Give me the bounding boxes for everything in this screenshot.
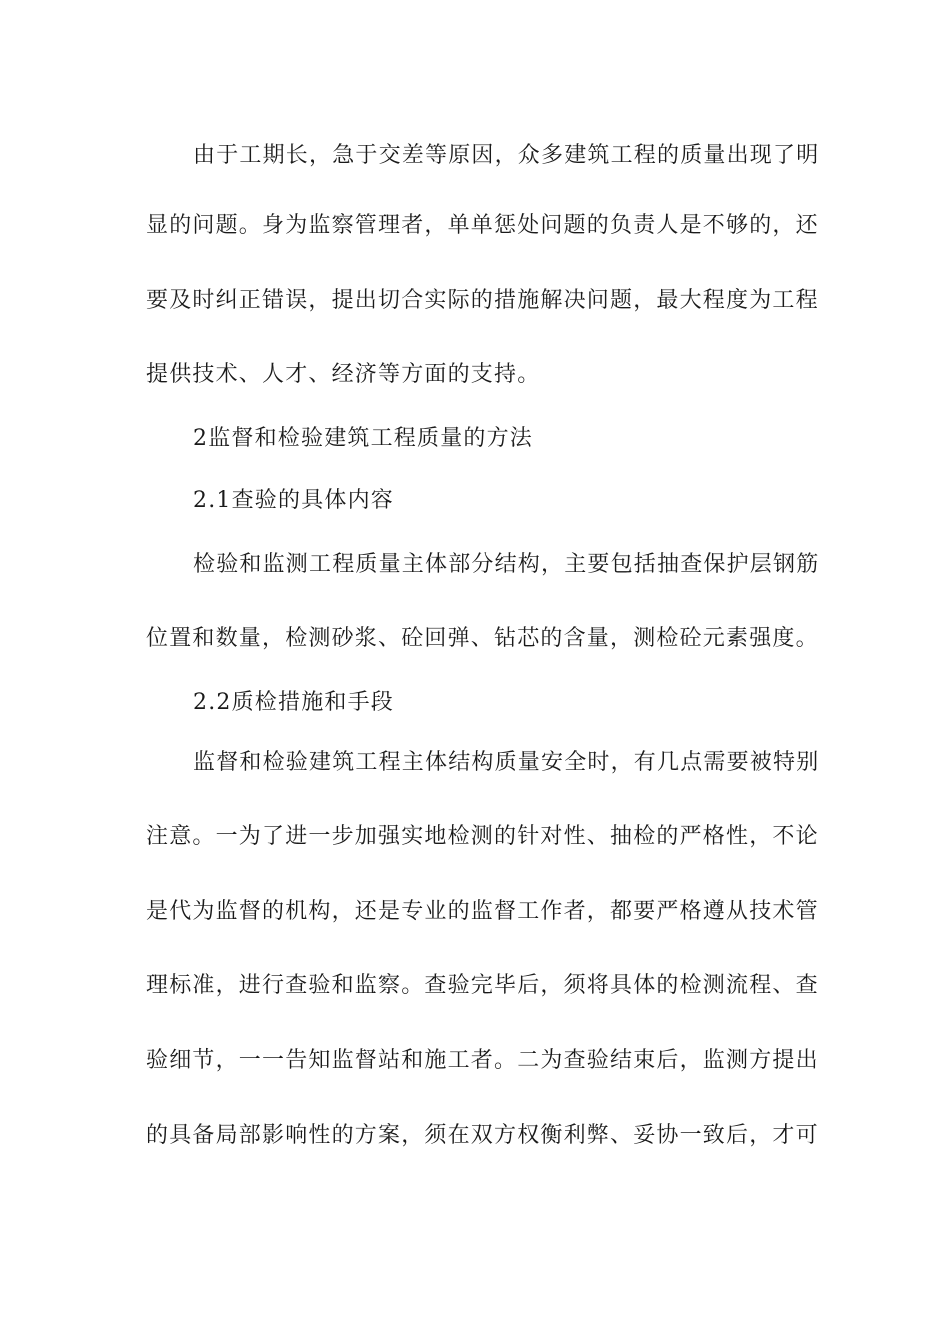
section-heading-2: 2监督和检验建筑工程质量的方法 [193, 426, 533, 451]
subsection-heading-2-2: 2.2质检措施和手段 [193, 690, 394, 715]
paragraph-1-line-1: 由于工期长，急于交差等原因，众多建筑工程的质量出现了明 [193, 143, 820, 168]
paragraph-2-line-1: 检验和监测工程质量主体部分结构，主要包括抽查保护层钢筋 [193, 552, 820, 577]
paragraph-3-line-1: 监督和检验建筑工程主体结构质量安全时，有几点需要被特别 [193, 750, 820, 775]
paragraph-3-line-5: 验细节，一一告知监督站和施工者。二为查验结束后，监测方提出 [146, 1048, 819, 1073]
paragraph-2-line-2: 位置和数量，检测砂浆、砼回弹、钻芯的含量，测检砼元素强度。 [146, 626, 819, 651]
paragraph-3-line-2: 注意。一为了进一步加强实地检测的针对性、抽检的严格性，不论 [146, 824, 819, 849]
paragraph-1-line-4: 提供技术、人才、经济等方面的支持。 [146, 362, 541, 387]
paragraph-1-line-2: 显的问题。身为监察管理者，单单惩处问题的负责人是不够的，还 [146, 213, 819, 238]
paragraph-3-line-4: 理标准，进行查验和监察。查验完毕后，须将具体的检测流程、查 [146, 973, 819, 998]
paragraph-3-line-3: 是代为监督的机构，还是专业的监督工作者，都要严格遵从技术管 [146, 899, 819, 924]
subsection-heading-2-1: 2.1查验的具体内容 [193, 488, 394, 513]
paragraph-1-line-3: 要及时纠正错误，提出切合实际的措施解决问题，最大程度为工程 [146, 288, 819, 313]
paragraph-3-line-6: 的具备局部影响性的方案，须在双方权衡利弊、妥协一致后，才可 [146, 1123, 819, 1148]
